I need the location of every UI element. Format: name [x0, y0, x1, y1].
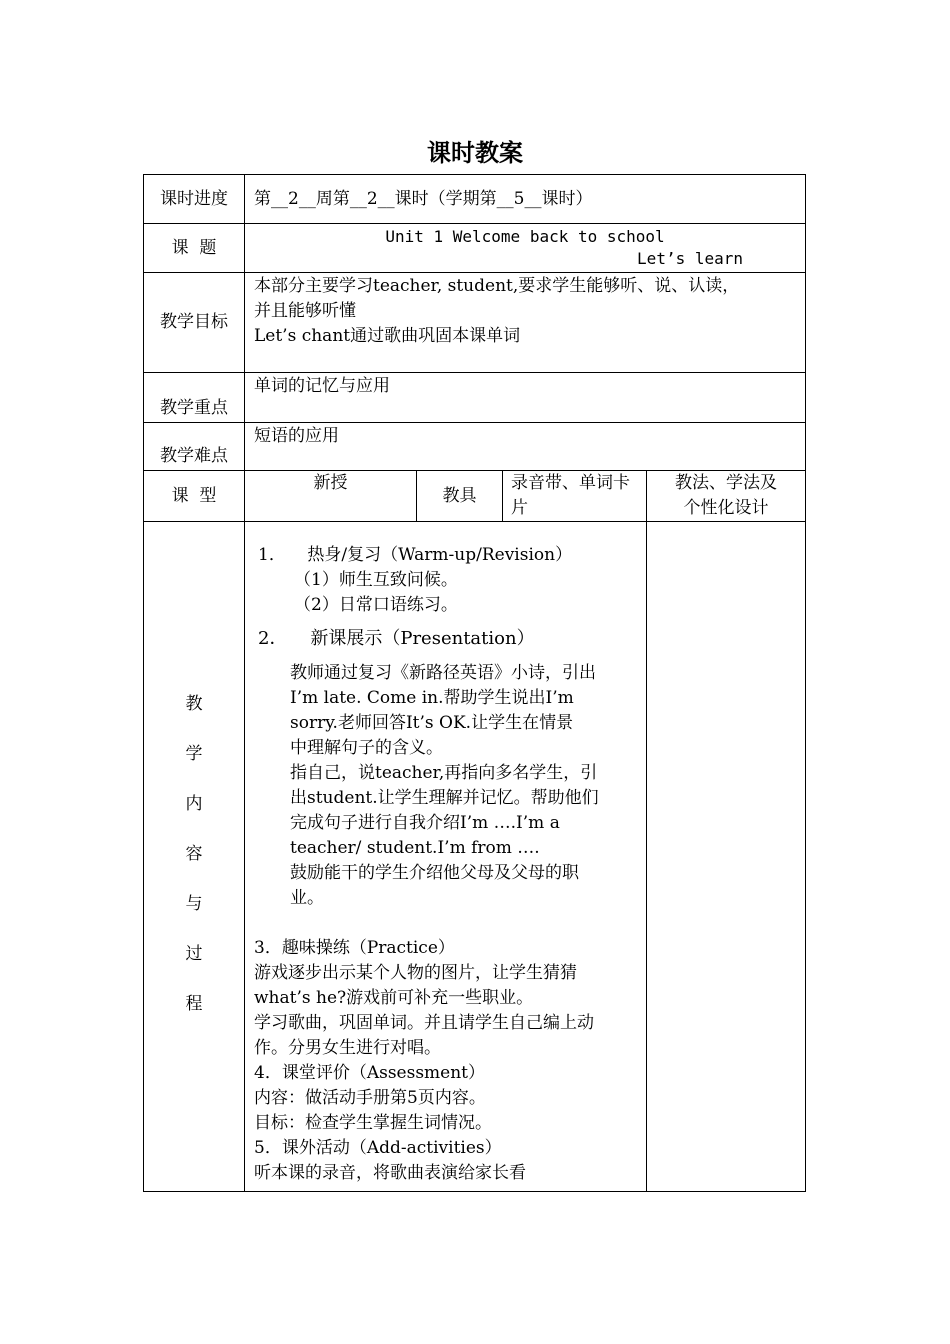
tools-value-line-2: 片 — [511, 498, 528, 518]
type-label: 课 型 — [144, 471, 245, 522]
section-2-paragraph-2 — [254, 761, 640, 861]
difficult-value: 短语的应用 — [245, 423, 806, 471]
paragraph-line: 出student.让学生理解并记忆。帮助他们 — [290, 788, 599, 808]
section-4-line: 目标：检查学生掌握生词情况。 — [254, 1113, 492, 1133]
section-5-heading: 5．课外活动（Add-activities） — [254, 1138, 502, 1158]
content-label-char: 程 — [185, 994, 203, 1014]
goal-label: 教学目标 — [144, 273, 245, 373]
section-2-paragraph-1 — [254, 661, 640, 761]
section-3-line: 作。分男女生进行对唱。 — [254, 1038, 441, 1058]
progress-label: 课时进度 — [144, 175, 245, 224]
key-label: 教学重点 — [144, 373, 245, 423]
section-4-heading: 4．课堂评价（Assessment） — [254, 1063, 486, 1083]
paragraph-line: 鼓励能干的学生介绍他父母及父母的职 — [290, 863, 579, 883]
topic-line-2: Let’s learn — [637, 249, 744, 268]
method-cell — [647, 522, 806, 1192]
paragraph-line: 完成句子进行自我介绍I’m ….I’m a — [290, 813, 560, 833]
content-label-char: 容 — [185, 844, 203, 864]
lesson-plan-table — [143, 174, 806, 1192]
section-1-item-b: （2）日常口语练习。 — [294, 595, 458, 615]
topic-line-1: Unit 1 Welcome back to school — [385, 227, 665, 246]
progress-value: 第__2__周第__2__课时（学期第__5__课时） — [245, 175, 806, 224]
page-title: 课时教案 — [427, 139, 523, 167]
paragraph-line: 教师通过复习《新路径英语》小诗，引出 — [290, 663, 596, 683]
goal-line-3: Let’s chant通过歌曲巩固本课单词 — [254, 326, 521, 346]
tools-value — [503, 471, 647, 522]
section-5-line: 听本课的录音，将歌曲表演给家长看 — [254, 1163, 526, 1183]
tools-value-line-1: 录音带、单词卡 — [511, 473, 630, 493]
method-header — [647, 471, 806, 522]
content-label-char: 过 — [185, 944, 203, 964]
paragraph-line: 业。 — [290, 888, 324, 908]
paragraph-line: I’m late. Come in.帮助学生说出I’m — [290, 688, 574, 708]
paragraph-line: teacher/ student.I’m from …. — [290, 838, 540, 858]
section-3-line: 游戏逐步出示某个人物的图片，让学生猜猜 — [254, 963, 577, 983]
topic-value — [245, 224, 806, 273]
content-body — [245, 522, 647, 1192]
section-1-item-a: （1）师生互致问候。 — [294, 570, 458, 590]
tools-label: 教具 — [417, 471, 503, 522]
type-value: 新授 — [245, 471, 417, 522]
section-2-heading: 2． 新课展示（Presentation） — [258, 628, 535, 649]
section-3-heading: 3．趣味操练（Practice） — [254, 938, 455, 958]
key-value: 单词的记忆与应用 — [245, 373, 806, 423]
content-label — [144, 522, 245, 1192]
section-3-line: what’s he?游戏前可补充一些职业。 — [254, 988, 534, 1008]
section-1-heading: 1． 热身/复习（Warm-up/Revision） — [258, 545, 573, 565]
section-4-line: 内容：做活动手册第5页内容。 — [254, 1088, 486, 1108]
paragraph-line: 中理解句子的含义。 — [290, 738, 443, 758]
section-2-paragraph-3 — [254, 861, 640, 911]
difficult-label: 教学难点 — [144, 423, 245, 471]
paragraph-line: 指自己，说teacher,再指向多名学生，引 — [290, 763, 598, 783]
goal-line-1: 本部分主要学习teacher, student,要求学生能够听、说、认读， — [254, 276, 740, 296]
goal-line-2: 并且能够听懂 — [254, 301, 356, 321]
content-label-char: 内 — [185, 794, 203, 814]
method-header-line-2: 个性化设计 — [683, 498, 769, 518]
goal-value — [245, 273, 806, 373]
content-label-char: 教 — [185, 694, 203, 714]
section-3-line: 学习歌曲，巩固单词。并且请学生自己编上动 — [254, 1013, 594, 1033]
paragraph-line: sorry.老师回答It’s OK.让学生在情景 — [290, 713, 574, 733]
topic-label: 课 题 — [144, 224, 245, 273]
content-label-char: 学 — [185, 744, 203, 764]
method-header-line-1: 教法、学法及 — [675, 473, 777, 493]
content-label-char: 与 — [185, 894, 203, 914]
